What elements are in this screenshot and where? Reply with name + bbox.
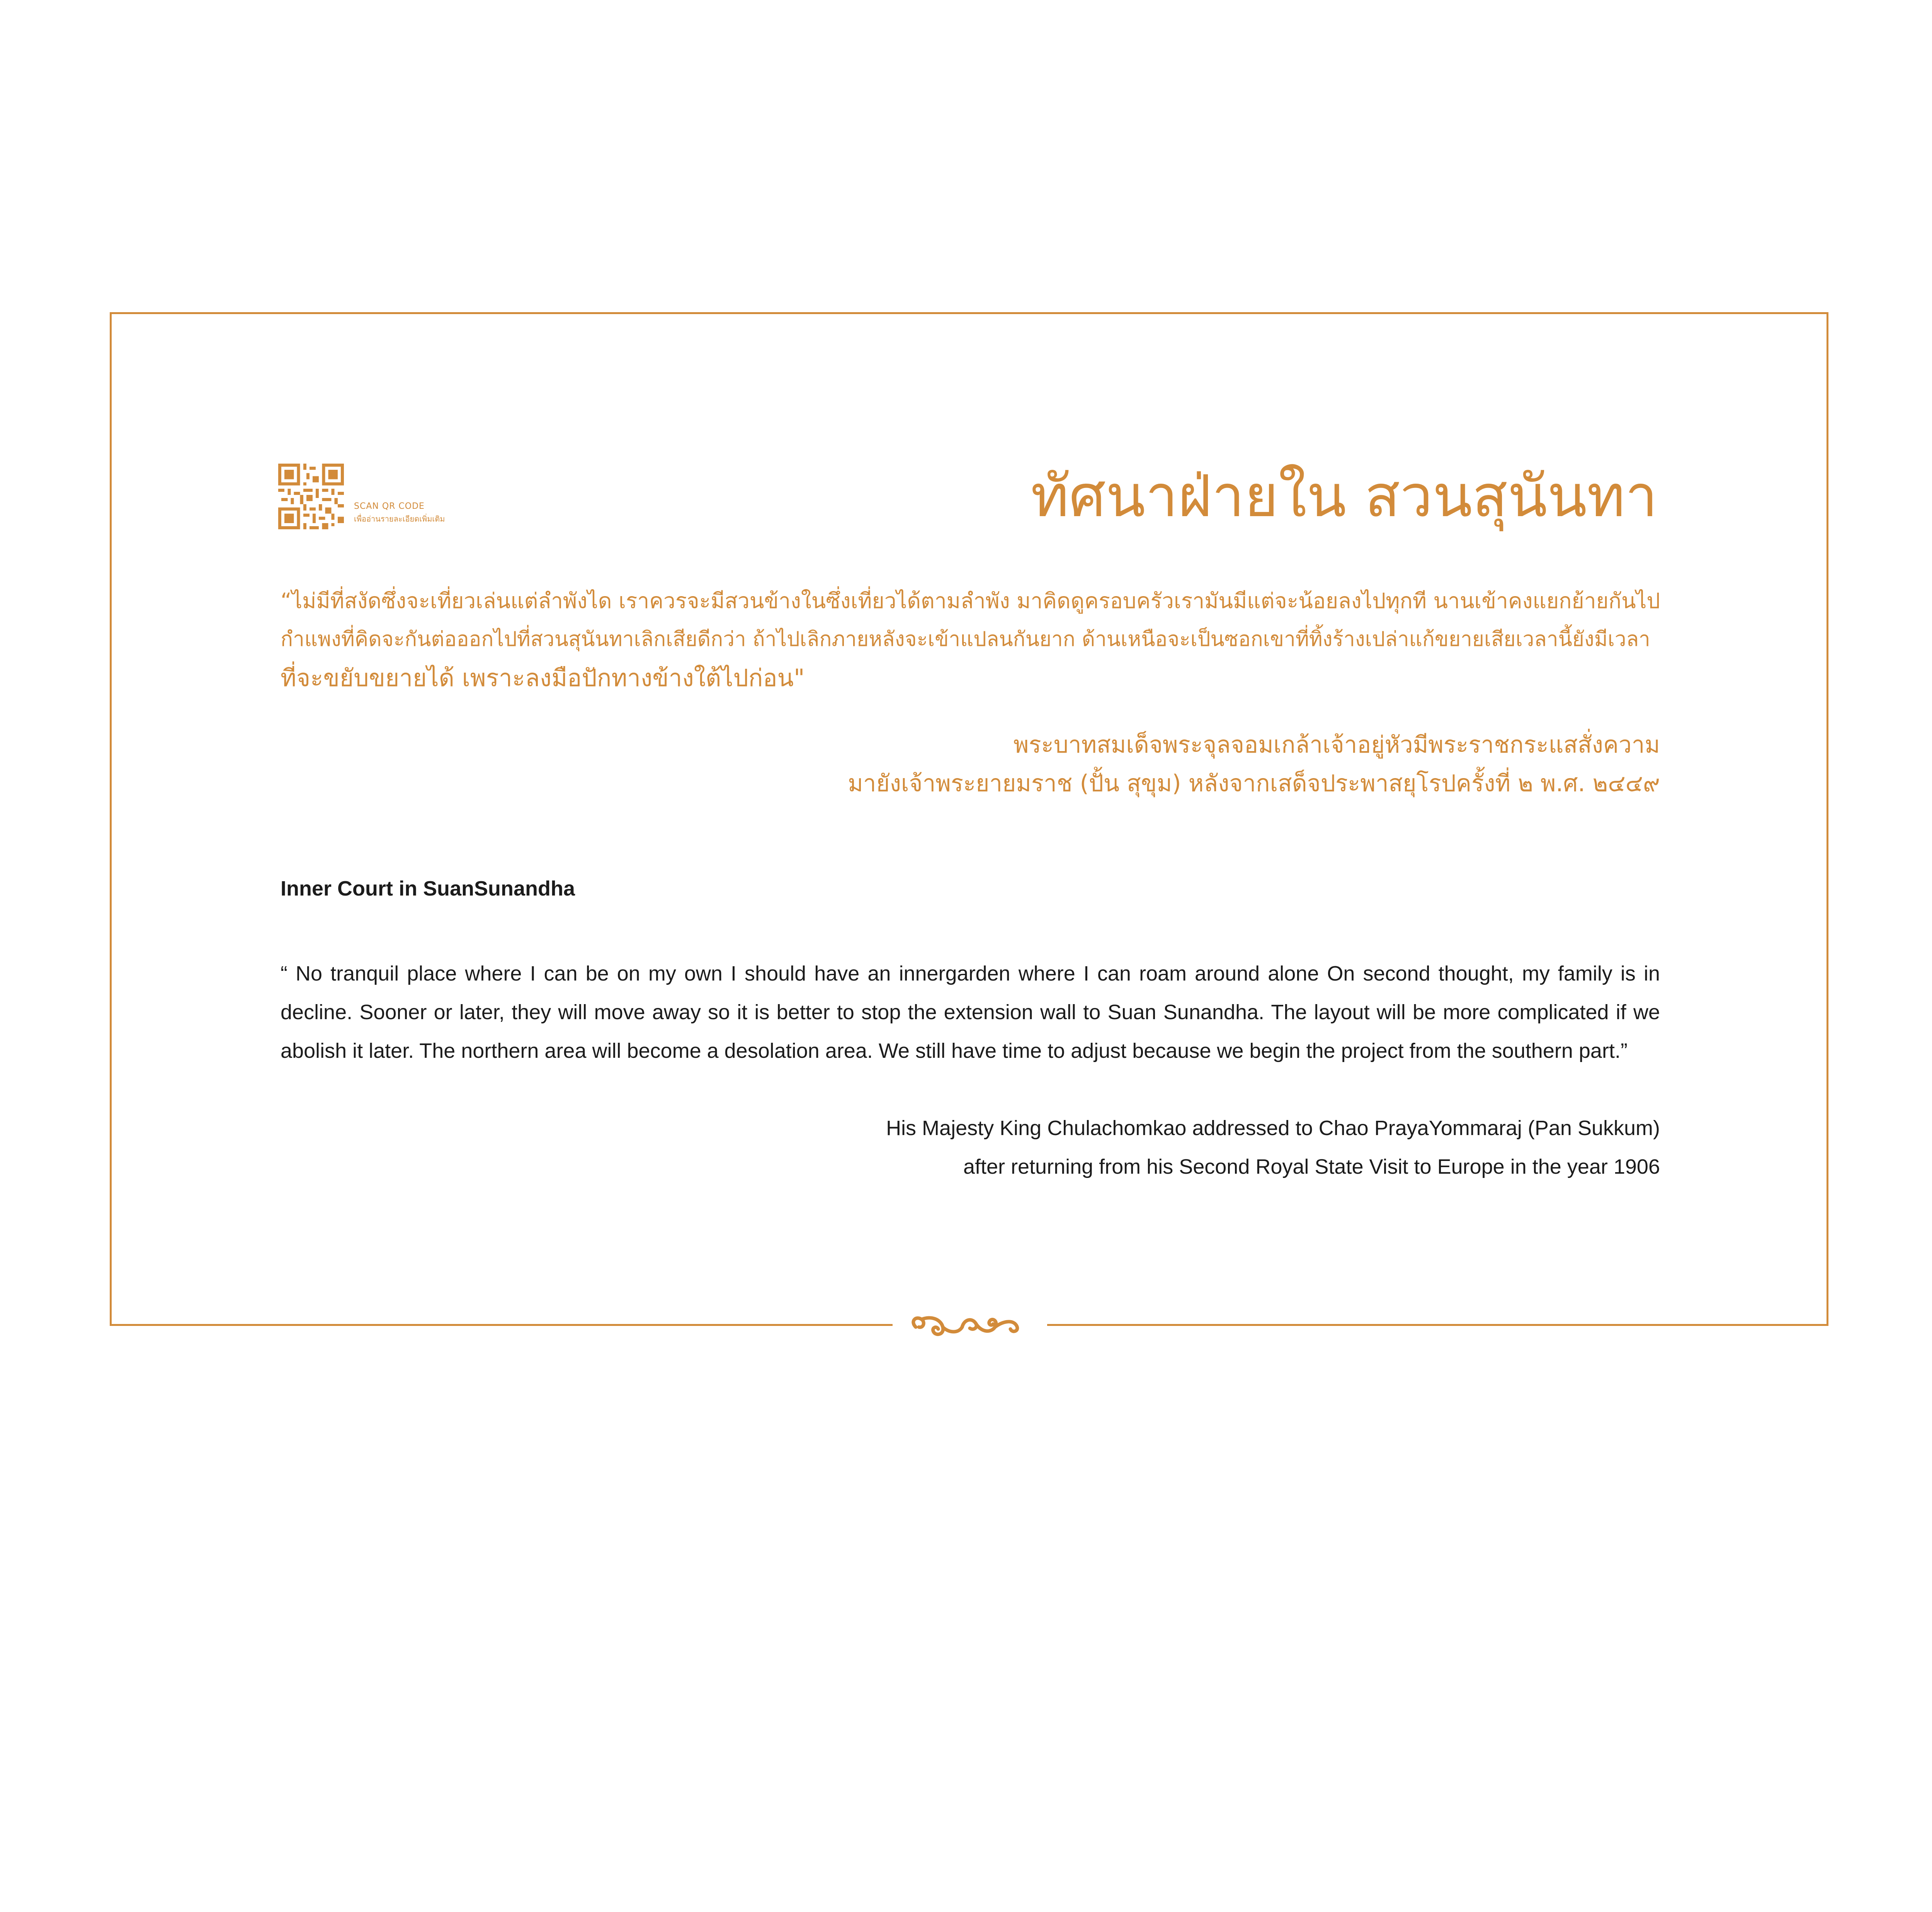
thai-quote-line: “ไม่มีที่สงัดซึ่งจะเที่ยวเล่นแต่ลำพังได เราควรจะมีสวนข้างในซึ่งเที่ยวได้ตามลำพัง มาคิดดูครอบครัวเรามันมีแต่จะน้อยลงไปทุกที นานเข้าคงแยกย้ายกันไป [281, 588, 1660, 613]
english-attribution [696, 1109, 1660, 1186]
thai-scroll-ornament-icon [904, 1306, 1028, 1344]
english-attribution-line: after returning from his Second Royal State Visit to Europe in the year 1906 [963, 1155, 1660, 1178]
qr-caption [354, 500, 445, 525]
thai-attribution [696, 726, 1660, 803]
thai-quote-line: ที่จะขยับขยายได้ เพราะลงมือปักทางข้างใต้ไปก่อน" [281, 664, 805, 692]
thai-attribution-line: มายังเจ้าพระยายมราช (ปั้น สุขุม) หลังจากเสด็จประพาสยุโรปครั้งที่ ๒ พ.ศ. ๒๔๔๙ [848, 770, 1660, 797]
qr-code-icon[interactable] [278, 464, 344, 529]
qr-label-en: SCAN QR CODE [354, 501, 425, 511]
english-attribution-line: His Majesty King Chulachomkao addressed to Chao PrayaYommaraj (Pan Sukkum) [886, 1117, 1660, 1140]
thai-quote-line: กำแพงที่คิดจะกันต่อออกไปที่สวนสุนันทาเลิกเสียดีกว่า ถ้าไปเลิกภายหลังจะเข้าแปลนกันยาก ด้านเหนือจะเป็นซอกเขาที่ทิ้งร้างเปล่าแก้ขยายเสียเวลานี้ยังมีเวลา [281, 627, 1650, 651]
english-quote: “ No tranquil place where I can be on my own I should have an innergarden where I can roam around alone On second thought, my family is in decline. Sooner or later, they will move away so it is better to stop the extension wall to Suan Sunandha. The layout will be more complicated if we abolish it later. The northern area will become a desolation area. We still have time to adjust because we begin the project from the southern part.” [281, 962, 1660, 1062]
qr-label-th: เพื่ออ่านรายละเอียดเพิ่มเติม [354, 514, 445, 523]
qr-code-block[interactable] [278, 464, 479, 533]
english-heading: Inner Court in SuanSunandha [281, 877, 575, 900]
thai-attribution-line: พระบาทสมเด็จพระจุลจอมเกล้าเจ้าอยู่หัวมีพระราชกระแสสั่งความ [1013, 731, 1660, 758]
page-title-thai: ทัศนาฝ่ายใน สวนสุนันทา [1031, 463, 1658, 530]
thai-quote [281, 581, 1660, 697]
